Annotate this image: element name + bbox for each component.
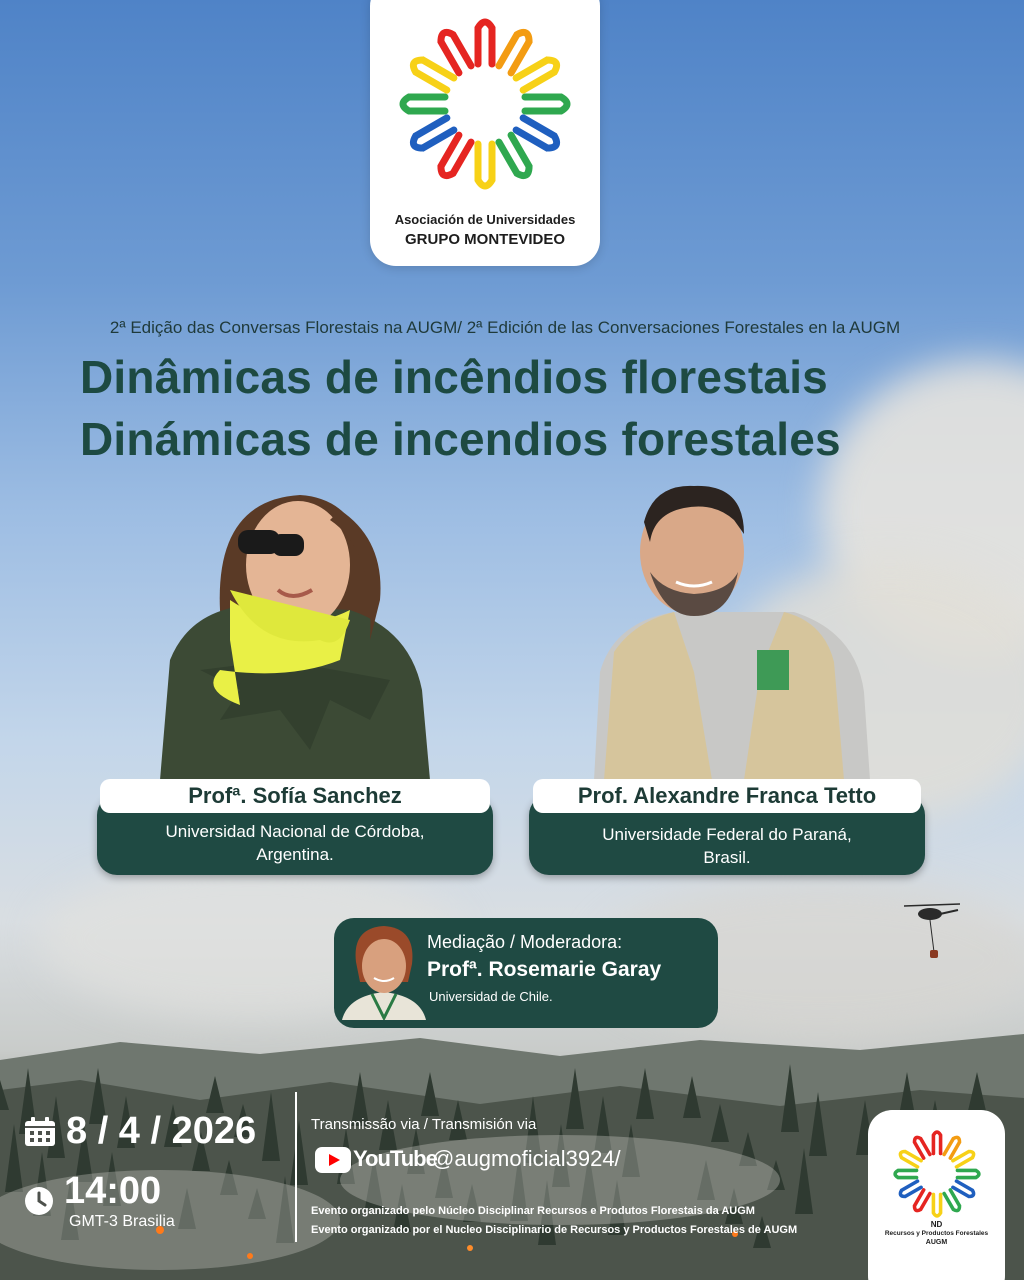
speaker-photo-tetto: [594, 482, 870, 780]
nd-logo-line3: AUGM: [925, 1239, 948, 1246]
event-timezone: GMT-3 Brasilia: [69, 1213, 175, 1230]
speaker-name-sanchez: Profª. Sofía Sanchez: [100, 779, 490, 813]
title-portuguese: Dinâmicas de incêndios florestais: [80, 351, 828, 403]
helicopter-icon: [904, 900, 964, 966]
augm-logo-card: [370, 0, 600, 266]
transmission-label: Transmissão via / Transmisión via: [311, 1116, 537, 1133]
logo-text-line1: Asociación de Universidades: [394, 212, 576, 227]
speaker-institution-line2: Brasil.: [703, 848, 751, 867]
speaker-photo-sanchez: [160, 490, 430, 780]
speaker-institution-line1: Universidade Federal do Paraná,: [602, 825, 852, 844]
calendar-icon: [24, 1117, 56, 1147]
organizer-text-es: Evento organizado por el Nucleo Disciplinario de Recursos y Productos Forestales de AUGM: [311, 1224, 798, 1236]
moderator-card: [334, 918, 718, 1028]
organizer-text-pt: Evento organizado pelo Núcleo Disciplinar Recursos e Produtos Florestais da AUGM: [311, 1205, 755, 1217]
nd-logo-card: [868, 1110, 1005, 1280]
event-time: 14:00: [64, 1170, 162, 1212]
edition-subtitle: 2ª Edição das Conversas Florestais na AUGM/ 2ª Edición de las Conversaciones Forestales en la AUGM: [109, 318, 901, 337]
augm-sun-logo: [395, 14, 575, 194]
nd-logo-line2: Recursos y Productos Forestales: [884, 1230, 989, 1237]
speaker-name-tetto: Prof. Alexandre Franca Tetto: [533, 779, 921, 813]
speaker-institution-line1: Universidad Nacional de Córdoba,: [165, 822, 425, 841]
moderator-photo: [342, 922, 426, 1020]
nd-sun-logo: [891, 1128, 983, 1220]
youtube-icon: [315, 1147, 351, 1173]
title-spanish: Dinámicas de incendios forestales: [80, 413, 841, 465]
speaker-institution-line2: Argentina.: [256, 845, 334, 864]
event-date: 8 / 4 / 2026: [66, 1110, 257, 1152]
moderator-name: Profª. Rosemarie Garay: [427, 958, 662, 981]
nd-logo-line1: ND: [930, 1220, 943, 1229]
divider: [295, 1092, 297, 1242]
youtube-wordmark: YouTube: [353, 1146, 437, 1171]
moderator-institution: Universidad de Chile.: [429, 989, 553, 1004]
clock-icon: [24, 1186, 54, 1216]
moderator-label: Mediação / Moderadora:: [427, 932, 623, 952]
youtube-handle[interactable]: @augmoficial3924/: [432, 1146, 621, 1171]
logo-text-line2: GRUPO MONTEVIDEO: [404, 231, 565, 248]
